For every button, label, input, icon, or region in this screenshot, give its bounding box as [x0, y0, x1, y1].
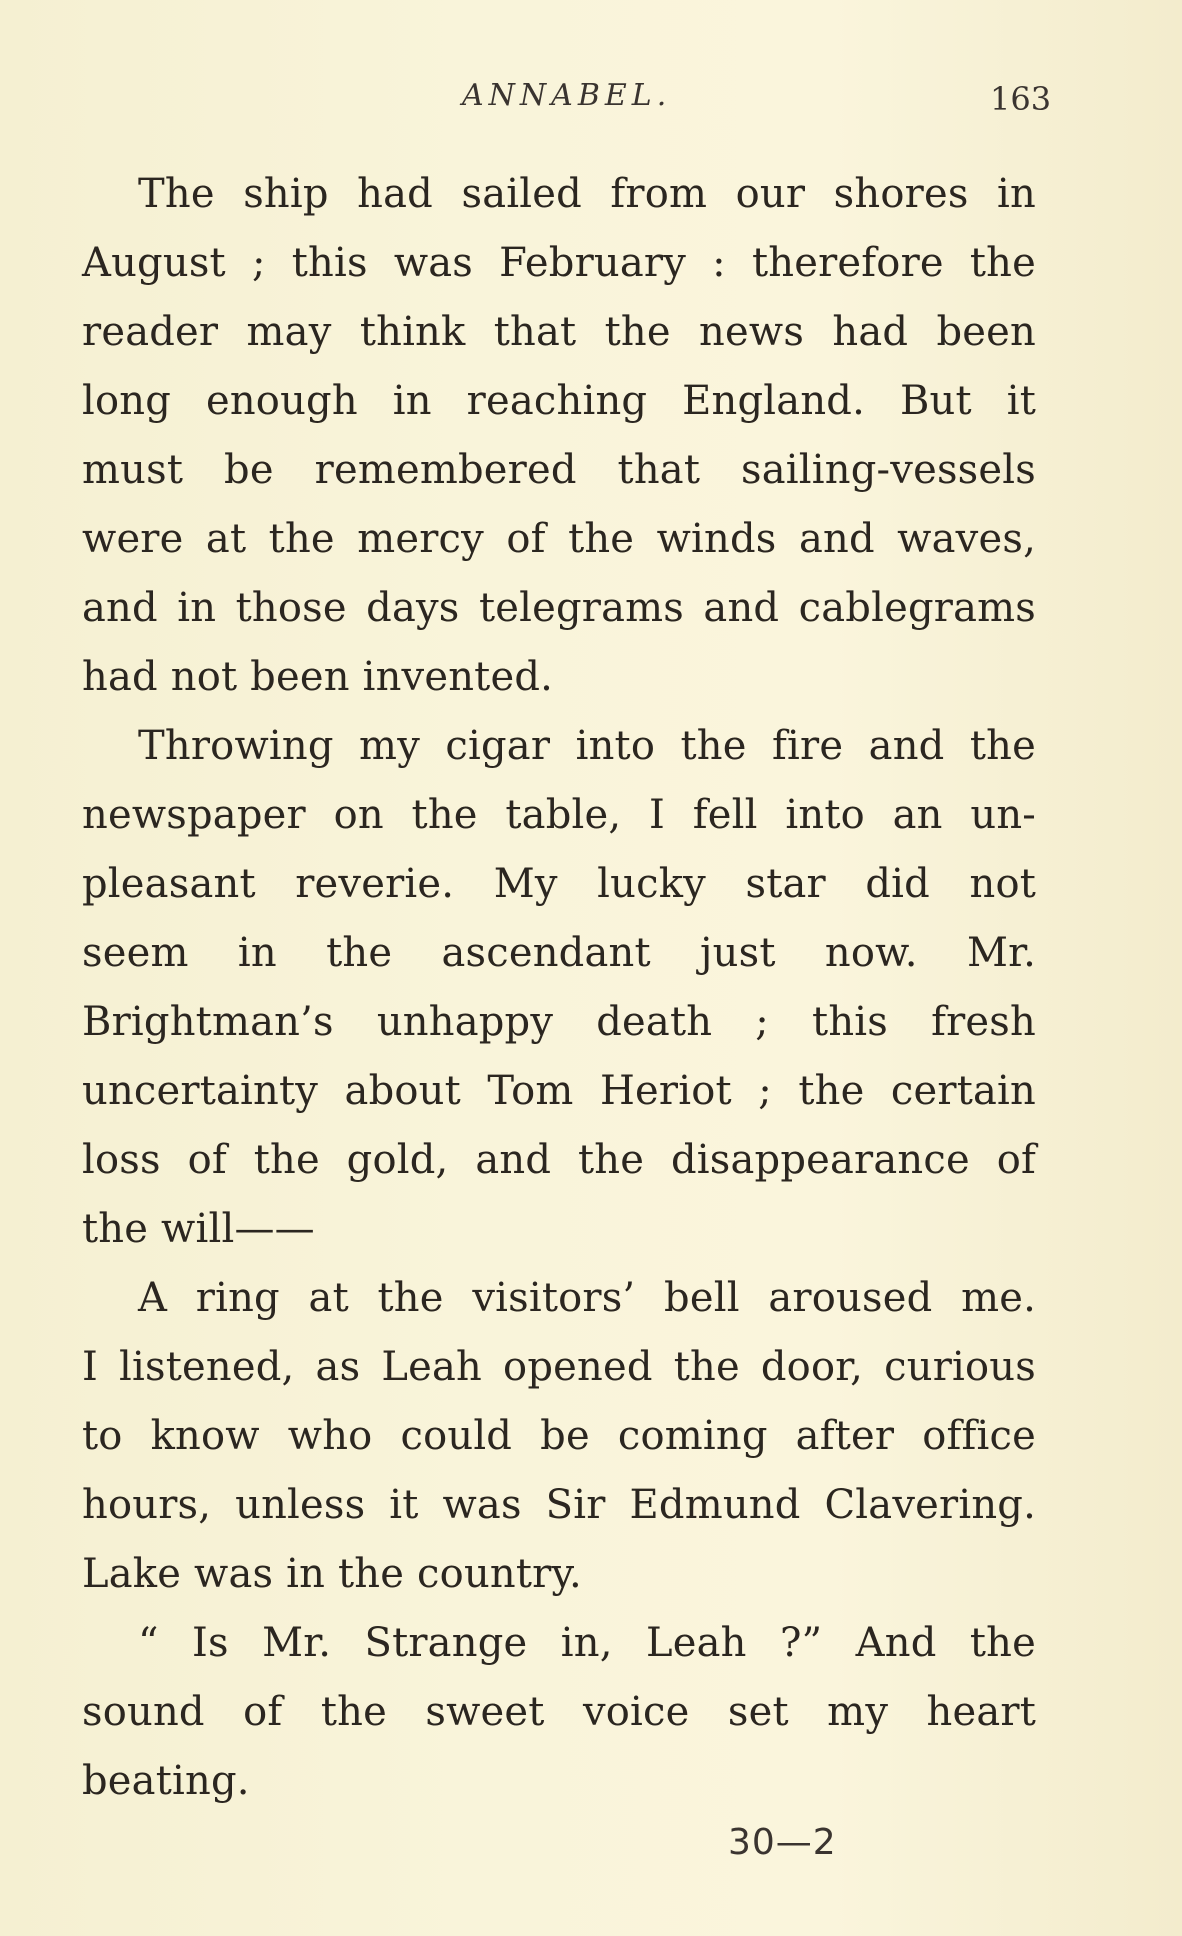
text-line: must be remembered that sailing-vessels — [82, 447, 1036, 493]
text-line: were at the mercy of the winds and waves, — [82, 516, 1036, 562]
text-line: the will—— — [82, 1206, 315, 1252]
text-line: Brightman’s unhappy death ; this fresh — [82, 999, 1036, 1045]
text-line: “ Is Mr. Strange in, Leah ?” And the — [138, 1620, 1036, 1666]
text-line: long enough in reaching England. But it — [82, 378, 1036, 424]
text-line: Throwing my cigar into the fire and the — [138, 723, 1036, 769]
page-number: 163 — [990, 80, 1052, 118]
text-line: reader may think that the news had been — [82, 309, 1036, 355]
text-line: August ; this was February : therefore the — [82, 240, 1036, 286]
text-line: sound of the sweet voice set my heart — [82, 1689, 1036, 1735]
text-line: hours, unless it was Sir Edmund Clavering. — [82, 1482, 1036, 1528]
signature-mark: 30—2 — [728, 1822, 837, 1863]
text-line: beating. — [82, 1758, 250, 1804]
text-line: uncertainty about Tom Heriot ; the certain — [82, 1068, 1036, 1114]
text-line: to know who could be coming after office — [82, 1413, 1036, 1459]
running-title: ANNABEL. — [462, 78, 672, 113]
text-line: seem in the ascendant just now. Mr. — [82, 930, 1036, 976]
text-line: and in those days telegrams and cablegrams — [82, 585, 1036, 631]
text-line: newspaper on the table, I fell into an un- — [82, 792, 1036, 838]
text-line: pleasant reverie. My lucky star did not — [82, 861, 1036, 907]
text-line: had not been invented. — [82, 654, 554, 700]
text-line: The ship had sailed from our shores in — [138, 171, 1036, 217]
text-line: loss of the gold, and the disappearance of — [82, 1137, 1036, 1183]
body-text — [82, 160, 1036, 1816]
text-line: A ring at the visitors’ bell aroused me. — [138, 1275, 1036, 1321]
text-line: I listened, as Leah opened the door, curious — [82, 1344, 1036, 1390]
text-line: Lake was in the country. — [82, 1551, 582, 1597]
running-head — [0, 78, 1182, 118]
